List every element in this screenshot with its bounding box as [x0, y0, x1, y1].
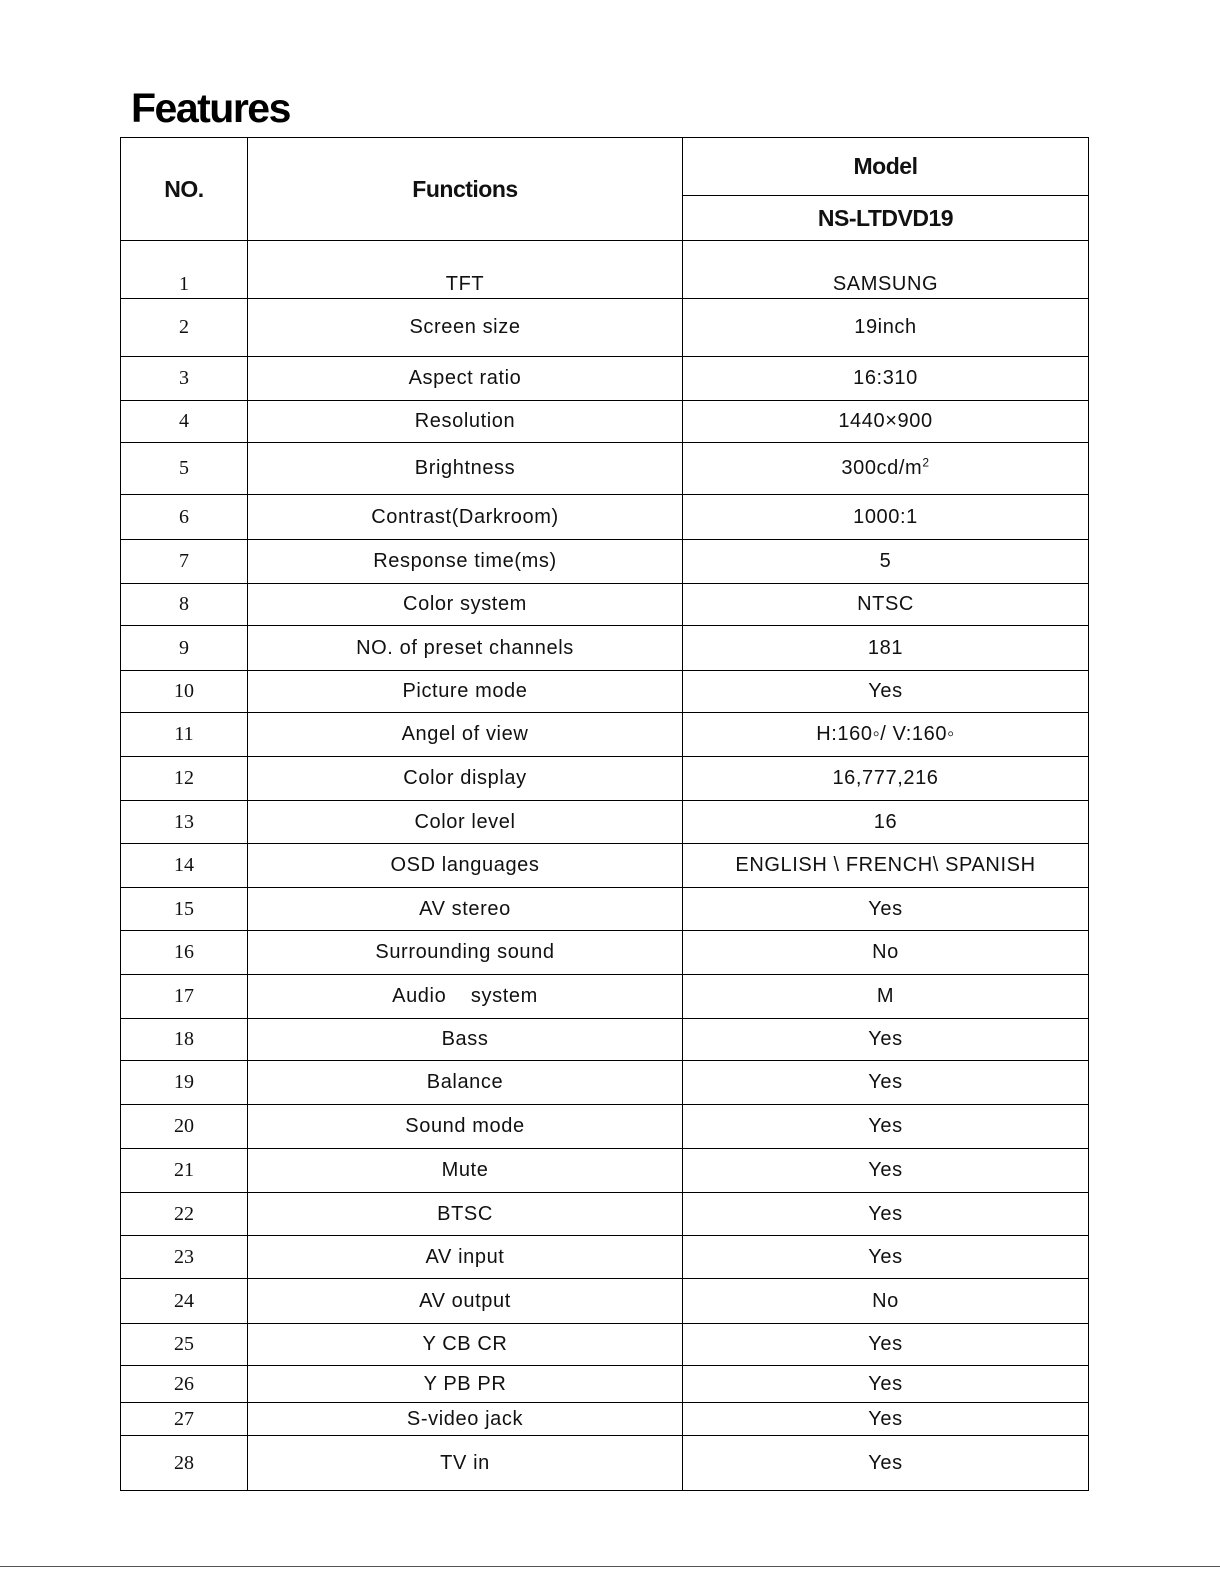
header-model-name: NS-LTDVD19 — [683, 196, 1089, 241]
table-row — [121, 443, 1089, 495]
row-function: Surrounding sound — [248, 931, 683, 975]
table-row — [121, 1324, 1089, 1366]
row-number: 18 — [121, 1019, 248, 1061]
row-value-text: 300cd/m — [841, 457, 923, 479]
row-value: Yes — [683, 1019, 1089, 1061]
row-number: 4 — [121, 401, 248, 443]
row-function: AV input — [248, 1236, 683, 1279]
row-value: Yes — [683, 671, 1089, 713]
row-function: Aspect ratio — [248, 357, 683, 401]
row-function: Screen size — [248, 299, 683, 357]
row-value: H:160◦/ V:160◦ — [683, 713, 1089, 757]
row-value-superscript: 2 — [922, 455, 930, 470]
row-function: Bass — [248, 1019, 683, 1061]
table-row — [121, 584, 1089, 626]
row-number: 21 — [121, 1149, 248, 1193]
table-row — [121, 888, 1089, 931]
table-row — [121, 975, 1089, 1019]
row-number: 23 — [121, 1236, 248, 1279]
table-row — [121, 401, 1089, 443]
row-number: 26 — [121, 1366, 248, 1403]
table-row — [121, 844, 1089, 888]
row-function: Color system — [248, 584, 683, 626]
row-value: Yes — [683, 1149, 1089, 1193]
row-function: Angel of view — [248, 713, 683, 757]
row-function: Color level — [248, 801, 683, 844]
page-title: Features — [131, 85, 290, 131]
row-function: TV in — [248, 1436, 683, 1491]
table-row — [121, 626, 1089, 671]
table-row — [121, 241, 1089, 299]
table-row — [121, 357, 1089, 401]
row-value: NTSC — [683, 584, 1089, 626]
row-number: 24 — [121, 1279, 248, 1324]
table-row — [121, 1436, 1089, 1491]
row-function: Response time(ms) — [248, 540, 683, 584]
row-number: 7 — [121, 540, 248, 584]
row-number: 14 — [121, 844, 248, 888]
row-number: 2 — [121, 299, 248, 357]
row-function: Brightness — [248, 443, 683, 495]
row-value: Yes — [683, 1324, 1089, 1366]
row-value: 5 — [683, 540, 1089, 584]
row-value: Yes — [683, 1193, 1089, 1236]
table-row — [121, 1149, 1089, 1193]
row-number: 8 — [121, 584, 248, 626]
row-number: 27 — [121, 1403, 248, 1436]
row-number: 12 — [121, 757, 248, 801]
row-function: Y CB CR — [248, 1324, 683, 1366]
row-value: Yes — [683, 888, 1089, 931]
table-row — [121, 299, 1089, 357]
row-function: Contrast(Darkroom) — [248, 495, 683, 540]
row-number: 28 — [121, 1436, 248, 1491]
table-row — [121, 1366, 1089, 1403]
row-function: Y PB PR — [248, 1366, 683, 1403]
table-row — [121, 801, 1089, 844]
row-number: 19 — [121, 1061, 248, 1105]
header-no: NO. — [121, 138, 248, 241]
row-function: BTSC — [248, 1193, 683, 1236]
row-value — [683, 443, 1089, 495]
row-value: 16 — [683, 801, 1089, 844]
row-function: NO. of preset channels — [248, 626, 683, 671]
row-number: 1 — [121, 241, 248, 299]
row-function: AV stereo — [248, 888, 683, 931]
row-value: 16:310 — [683, 357, 1089, 401]
row-function: AV output — [248, 1279, 683, 1324]
page-bottom-rule — [0, 1566, 1220, 1567]
row-value: Yes — [683, 1403, 1089, 1436]
header-model: Model — [683, 138, 1089, 196]
table-row — [121, 540, 1089, 584]
row-function: Resolution — [248, 401, 683, 443]
row-value: Yes — [683, 1436, 1089, 1491]
table-row — [121, 713, 1089, 757]
row-number: 3 — [121, 357, 248, 401]
row-value: M — [683, 975, 1089, 1019]
row-value: No — [683, 931, 1089, 975]
row-value: 1440×900 — [683, 401, 1089, 443]
table-row — [121, 1403, 1089, 1436]
row-number: 13 — [121, 801, 248, 844]
row-number: 9 — [121, 626, 248, 671]
row-number: 22 — [121, 1193, 248, 1236]
table-row — [121, 1019, 1089, 1061]
table-header-row — [121, 138, 1089, 196]
row-value: ENGLISH \ FRENCH\ SPANISH — [683, 844, 1089, 888]
row-function: Mute — [248, 1149, 683, 1193]
row-value: Yes — [683, 1236, 1089, 1279]
table-row — [121, 1279, 1089, 1324]
row-number: 20 — [121, 1105, 248, 1149]
table-row — [121, 1193, 1089, 1236]
row-function: TFT — [248, 241, 683, 299]
row-value: SAMSUNG — [683, 241, 1089, 299]
row-value: 16,777,216 — [683, 757, 1089, 801]
table-row — [121, 495, 1089, 540]
header-functions: Functions — [248, 138, 683, 241]
row-value: 1000:1 — [683, 495, 1089, 540]
row-function: Sound mode — [248, 1105, 683, 1149]
table-row — [121, 671, 1089, 713]
row-number: 25 — [121, 1324, 248, 1366]
row-number: 6 — [121, 495, 248, 540]
row-value: Yes — [683, 1366, 1089, 1403]
row-function: Audio system — [248, 975, 683, 1019]
row-function: Color display — [248, 757, 683, 801]
row-value: No — [683, 1279, 1089, 1324]
row-number: 10 — [121, 671, 248, 713]
table-row — [121, 757, 1089, 801]
row-value: 181 — [683, 626, 1089, 671]
row-function: Balance — [248, 1061, 683, 1105]
table-row — [121, 1061, 1089, 1105]
row-number: 15 — [121, 888, 248, 931]
row-number: 16 — [121, 931, 248, 975]
row-number: 17 — [121, 975, 248, 1019]
table-row — [121, 1105, 1089, 1149]
row-function: OSD languages — [248, 844, 683, 888]
table-row — [121, 1236, 1089, 1279]
features-table — [120, 137, 1089, 1491]
row-number: 5 — [121, 443, 248, 495]
row-value: Yes — [683, 1105, 1089, 1149]
row-number: 11 — [121, 713, 248, 757]
table-row — [121, 931, 1089, 975]
row-value: Yes — [683, 1061, 1089, 1105]
table-body — [121, 241, 1089, 1491]
row-function: S-video jack — [248, 1403, 683, 1436]
row-function: Picture mode — [248, 671, 683, 713]
row-value: 19inch — [683, 299, 1089, 357]
